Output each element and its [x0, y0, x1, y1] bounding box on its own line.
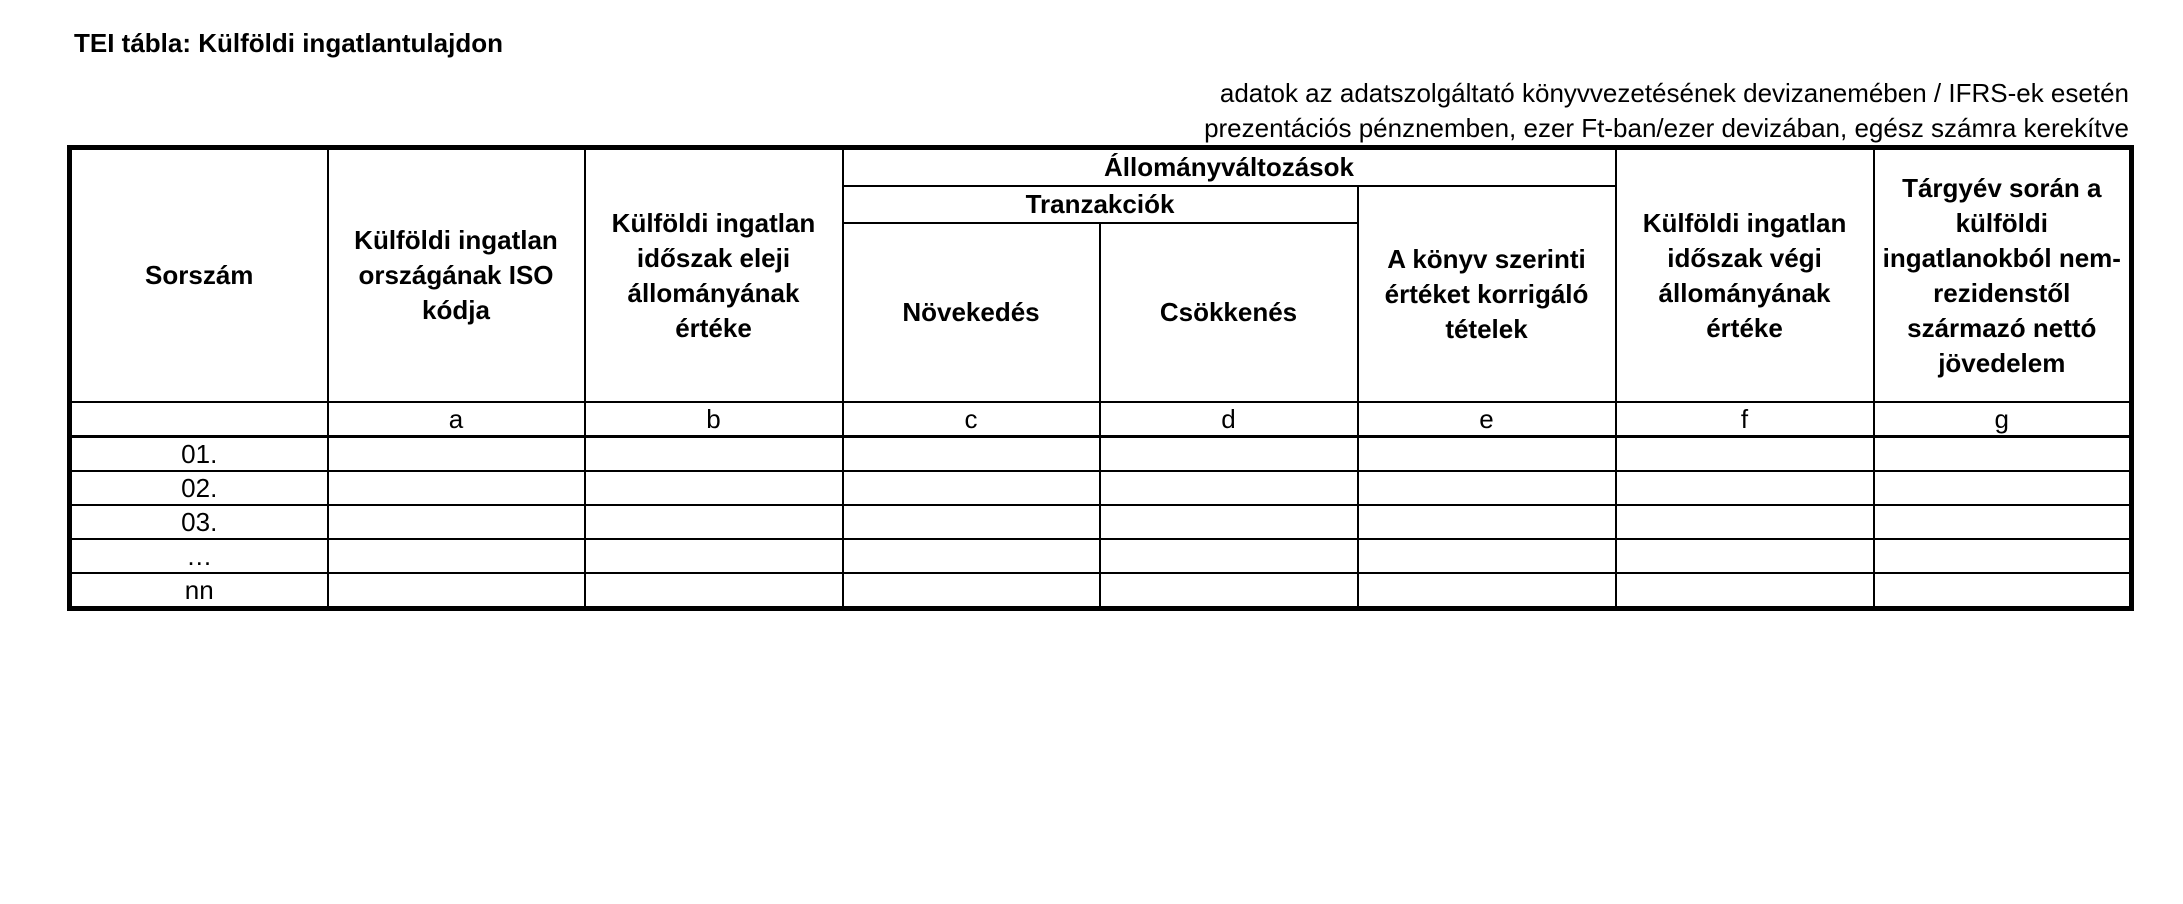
- table-cell: [1874, 539, 2132, 573]
- table-cell: [1874, 471, 2132, 505]
- row-number: …: [70, 539, 328, 573]
- table-cell: [585, 505, 843, 539]
- table-cell: [585, 471, 843, 505]
- table-cell: [1100, 437, 1358, 472]
- page-title: TEI tábla: Külföldi ingatlantulajdon: [74, 28, 503, 58]
- table-cell: [1358, 573, 1616, 609]
- table-cell: [328, 573, 585, 609]
- header-closing-stock: Külföldi ingatlan időszak végi állományának értéke: [1616, 148, 1874, 403]
- table-row: [70, 573, 2132, 609]
- table-row: [70, 437, 2132, 472]
- table-cell: [1358, 505, 1616, 539]
- header-stock-changes: Állományváltozások: [843, 148, 1616, 187]
- table-cell: [1100, 573, 1358, 609]
- row-number: 01.: [70, 437, 328, 472]
- currency-note: [1204, 76, 2129, 146]
- column-letter: d: [1100, 402, 1358, 437]
- header-net-income: Tárgyév során a külföldi ingatlanokból nem-rezidenstől származó nettó jövedelem: [1874, 148, 2132, 403]
- table-cell: [585, 573, 843, 609]
- table-cell: [1616, 505, 1874, 539]
- table-cell: [1358, 471, 1616, 505]
- column-letter: c: [843, 402, 1100, 437]
- table-cell: [1874, 437, 2132, 472]
- table-row: [70, 505, 2132, 539]
- table-cell: [1616, 437, 1874, 472]
- column-letter: e: [1358, 402, 1616, 437]
- column-letter: f: [1616, 402, 1874, 437]
- table-cell: [843, 505, 1100, 539]
- table-cell: [1100, 471, 1358, 505]
- foreign-real-estate-table: [67, 145, 2134, 611]
- column-letter: b: [585, 402, 843, 437]
- table-cell: [1100, 505, 1358, 539]
- table-cell: [843, 471, 1100, 505]
- table-cell: [1616, 573, 1874, 609]
- column-letter-row: [70, 402, 2132, 437]
- currency-note-line-2: prezentációs pénznemben, ezer Ft-ban/ezer devizában, egész számra kerekítve: [1204, 113, 2129, 143]
- table-cell: [1358, 539, 1616, 573]
- table-cell: [585, 539, 843, 573]
- table-cell: [1874, 505, 2132, 539]
- table-cell: [843, 437, 1100, 472]
- row-number: 03.: [70, 505, 328, 539]
- row-number: nn: [70, 573, 328, 609]
- header-iso-code: Külföldi ingatlan országának ISO kódja: [328, 148, 585, 403]
- header-transactions: Tranzakciók: [843, 186, 1358, 223]
- table-cell: [1616, 471, 1874, 505]
- currency-note-line-1: adatok az adatszolgáltató könyvvezetésének devizanemében / IFRS-ek esetén: [1219, 78, 2129, 108]
- table-cell: [1358, 437, 1616, 472]
- header-increase: Növekedés: [843, 223, 1100, 402]
- table-row: [70, 539, 2132, 573]
- header-sorszam: Sorszám: [70, 148, 328, 403]
- header-adjustments: A könyv szerinti értéket korrigáló tételek: [1358, 186, 1616, 402]
- column-letter: g: [1874, 402, 2132, 437]
- table-row: [70, 471, 2132, 505]
- column-letter: a: [328, 402, 585, 437]
- table-cell: [328, 539, 585, 573]
- row-number: 02.: [70, 471, 328, 505]
- table-cell: [585, 437, 843, 472]
- table-cell: [328, 437, 585, 472]
- table-cell: [328, 471, 585, 505]
- column-letter: [70, 402, 328, 437]
- table-cell: [843, 573, 1100, 609]
- table-cell: [1616, 539, 1874, 573]
- table-cell: [1100, 539, 1358, 573]
- table-cell: [328, 505, 585, 539]
- table-cell: [1874, 573, 2132, 609]
- header-opening-stock: Külföldi ingatlan időszak eleji állományának értéke: [585, 148, 843, 403]
- header-decrease: Csökkenés: [1100, 223, 1358, 402]
- table-cell: [843, 539, 1100, 573]
